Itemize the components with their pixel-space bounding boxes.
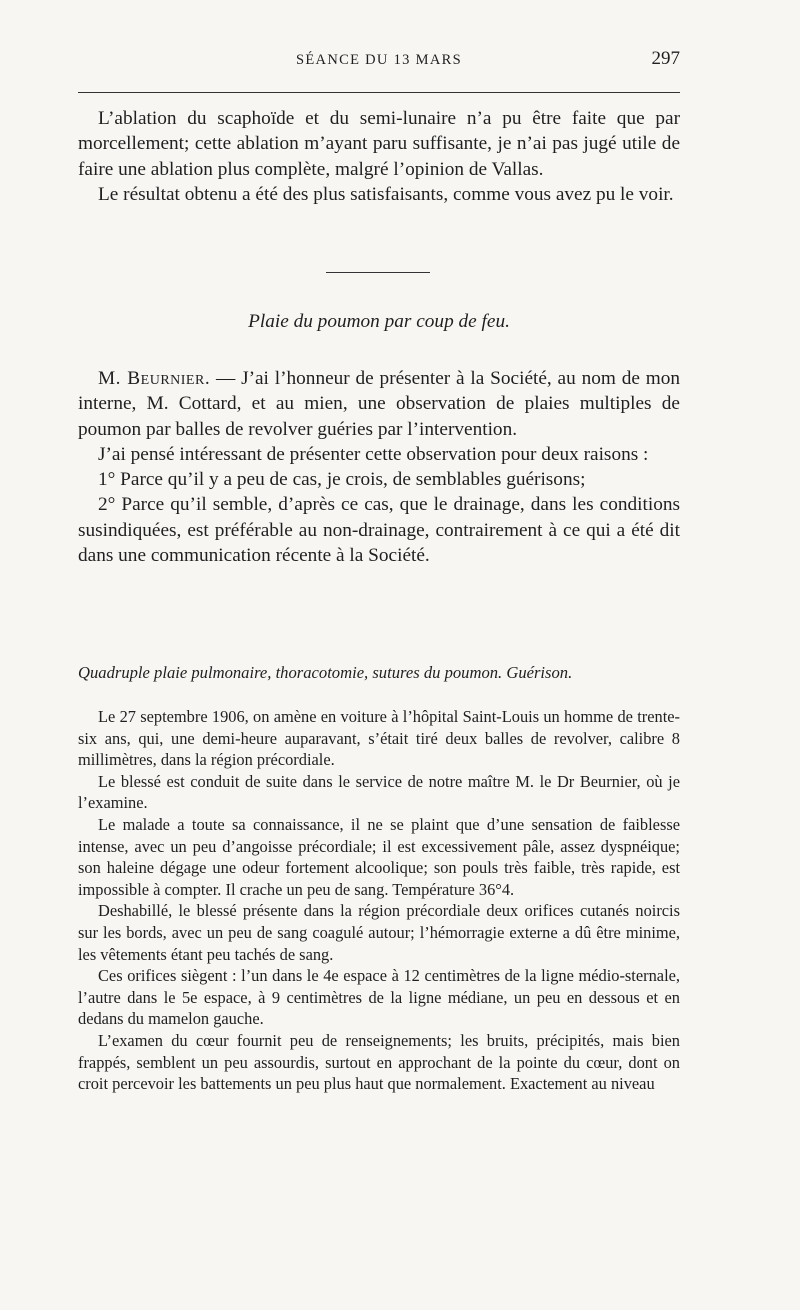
- paragraph-text: — J’ai l’honneur de présenter à la Société, au nom de mon interne, M. Cottard, et au mien, une observation de plaies multiples de poumon par balles de revolver guéries par l’intervention.: [78, 368, 680, 440]
- paragraph: 1° Parce qu’il y a peu de cas, je crois, de semblables guérisons;: [98, 469, 586, 491]
- paragraph: Le blessé est conduit de suite dans le service de notre maître M. le Dr Beurnier, où je l’examine.: [78, 771, 680, 813]
- paragraph: Le 27 septembre 1906, on amène en voiture à l’hôpital Saint-Louis un homme de trente-six ans, qui, une demi-heure auparavant, s’était tiré deux balles de revolver, calibre 8 millimètres, dans la région précordiale.: [78, 707, 680, 770]
- paragraph: J’ai pensé intéressant de présenter cette observation pour deux raisons :: [98, 443, 649, 465]
- paragraph: [78, 366, 680, 442]
- previous-article-end: [78, 106, 680, 207]
- running-head: SÉANCE DU 13 MARS: [296, 52, 462, 68]
- section-body: [78, 366, 680, 568]
- paragraph: L’examen du cœur fournit peu de renseignements; les bruits, précipités, mais bien frappés, semblent un peu assourdis, surtout en approchant de la pointe du cœur, dont on croit percevoir les battements un peu plus haut que normalement. Exactement au niveau: [78, 1030, 680, 1094]
- paragraph: Le résultat obtenu a été des plus satisfaisants, comme vous avez pu le voir.: [98, 183, 674, 205]
- case-title: Quadruple plaie pulmonaire, thoracotomie, sutures du poumon. Guérison.: [78, 663, 573, 682]
- speaker-name: M. Beurnier.: [98, 368, 211, 389]
- paragraph: 2° Parce qu’il semble, d’après ce cas, que le drainage, dans les conditions susindiquées, est préférable au non-drainage, contrairement à ce qui a été dit dans une communication récente à la Société.: [78, 494, 680, 567]
- section-separator: [326, 272, 430, 273]
- page-header: [78, 48, 680, 76]
- paragraph: Le malade a toute sa connaissance, il ne se plaint que d’une sensation de faiblesse intense, avec un peu d’angoisse précordiale; il est excessivement pâle, assez dyspnéique; son haleine dégage une odeur fortement alcoolique; son pouls très faible, très rapide, est impossible à compter. Il crache un peu de sang. Température 36°4.: [78, 814, 680, 899]
- header-rule: [78, 92, 680, 93]
- paragraph: L’ablation du scaphoïde et du semi-lunaire n’a pu être faite que par morcellement; cette ablation m’ayant paru suffisante, je n’ai pas jugé utile de faire une ablation plus complète, malgré l’opinion de Vallas.: [78, 108, 680, 180]
- paragraph: Deshabillé, le blessé présente dans la région précordiale deux orifices cutanés noircis sur les bords, avec un peu de sang coagulé autour; l’hémorragie externe a dû être minime, les vêtements étant peu tachés de sang.: [78, 901, 680, 964]
- page-number: 297: [651, 48, 680, 69]
- section-title: Plaie du poumon par coup de feu.: [248, 311, 510, 332]
- paragraph: Ces orifices siègent : l’un dans le 4e espace à 12 centimètres de la ligne médio-sternale, l’autre dans le 5e espace, à 9 centimètres de la ligne médiane, un peu en dessous et en dedans du mamelon gauche.: [78, 966, 680, 1029]
- case-body: [78, 706, 680, 1095]
